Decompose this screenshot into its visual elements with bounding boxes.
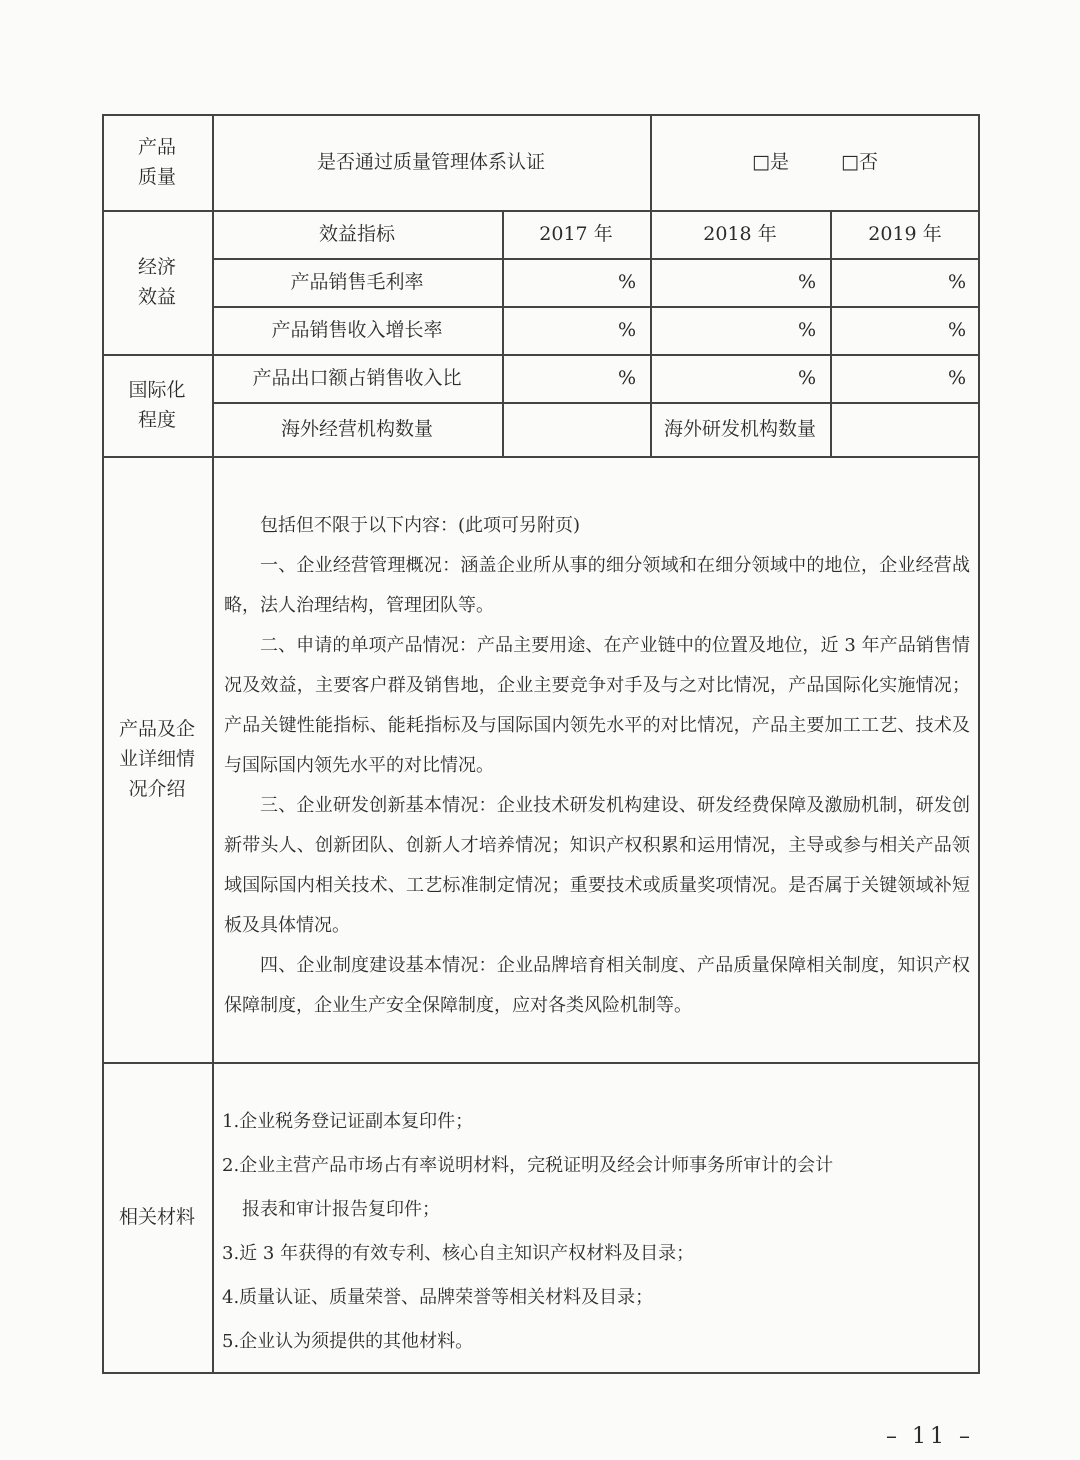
detail-paragraph: 三、企业研发创新基本情况：企业技术研发机构建设、研发经费保障及激励机制，研发创新带头人、创新团队、创新人才培养情况；知识产权积累和运用情况，主导或参与相关产品领域国际国内相关技术、工艺标准制定情况；重要技术或质量奖项情况。是否属于关键领域补短板及具体情况。 [224, 795, 970, 936]
row-divider [102, 456, 980, 458]
material-item: 2.企业主营产品市场占有率说明材料，完税证明及经会计师事务所审计的会计 [222, 1155, 834, 1176]
materials-label: 相关材料 [118, 1206, 195, 1228]
yes-checkbox[interactable]: □是 [752, 151, 789, 173]
gross-margin-2017[interactable]: % [617, 271, 636, 293]
revenue-growth-2018[interactable]: % [797, 319, 816, 341]
material-item: 报表和审计报告复印件； [242, 1199, 440, 1220]
economic-header: 效益指标 [318, 223, 395, 245]
year-2018-header: 2018 年 [703, 223, 777, 245]
materials-list [222, 1100, 962, 1364]
overseas-rd-value[interactable] [830, 402, 980, 456]
page-number: – 11 – [886, 1424, 974, 1449]
material-item: 4.质量认证、质量荣誉、品牌荣誉等相关材料及目录； [222, 1287, 654, 1308]
overseas-ops-value[interactable] [502, 402, 650, 456]
revenue-growth-label: 产品销售收入增长率 [271, 319, 443, 341]
gross-margin-2018[interactable]: % [797, 271, 816, 293]
export-ratio-2019[interactable]: % [947, 367, 966, 389]
overseas-ops-label: 海外经营机构数量 [280, 418, 433, 440]
revenue-growth-2019[interactable]: % [947, 319, 966, 341]
export-ratio-label: 产品出口额占销售收入比 [252, 367, 462, 389]
material-item: 1.企业税务登记证副本复印件； [222, 1111, 474, 1132]
detail-paragraph: 二、申请的单项产品情况：产品主要用途、在产业链中的位置及地位，近 3 年产品销售情况及效益，主要客户群及销售地，企业主要竞争对手及与之对比情况，产品国际化实施情况；产品关键性能指标、能耗指标及与国际国内领先水平的对比情况，产品主要加工工艺、技术及与国际国内领先水平的对比情况。 [224, 635, 970, 776]
material-item: 5.企业认为须提供的其他材料。 [222, 1331, 474, 1352]
intl-label: 国际化 程度 [128, 379, 186, 431]
gross-margin-label: 产品销售毛利率 [290, 271, 424, 293]
no-checkbox[interactable]: □否 [841, 151, 878, 173]
year-2019-header: 2019 年 [868, 223, 942, 245]
quality-options [650, 114, 980, 210]
detail-paragraph: 一、企业经营管理概况：涵盖企业所从事的细分领域和在细分领域中的地位，企业经营战略，法人治理结构，管理团队等。 [224, 555, 970, 616]
quality-question: 是否通过质量管理体系认证 [316, 151, 545, 173]
table-border-bottom [102, 1372, 980, 1374]
detail-intro: 包括但不限于以下内容：(此项可另附页) [260, 515, 581, 536]
detail-content[interactable] [224, 506, 970, 1026]
revenue-growth-2017[interactable]: % [617, 319, 636, 341]
gross-margin-2019[interactable]: % [947, 271, 966, 293]
overseas-rd-label: 海外研发机构数量 [663, 418, 816, 440]
application-form-table [102, 114, 980, 1374]
detail-label: 产品及企 业详细情 况介绍 [118, 718, 195, 800]
detail-paragraph: 四、企业制度建设基本情况：企业品牌培育相关制度、产品质量保障相关制度，知识产权保障制度，企业生产安全保障制度，应对各类风险机制等。 [224, 955, 970, 1016]
export-ratio-2017[interactable]: % [617, 367, 636, 389]
row-divider [102, 1062, 980, 1064]
economic-label: 经济 效益 [137, 256, 176, 308]
quality-label: 产品 质量 [137, 136, 176, 188]
export-ratio-2018[interactable]: % [797, 367, 816, 389]
material-item: 3.近 3 年获得的有效专利、核心自主知识产权材料及目录； [222, 1243, 695, 1264]
year-2017-header: 2017 年 [539, 223, 613, 245]
